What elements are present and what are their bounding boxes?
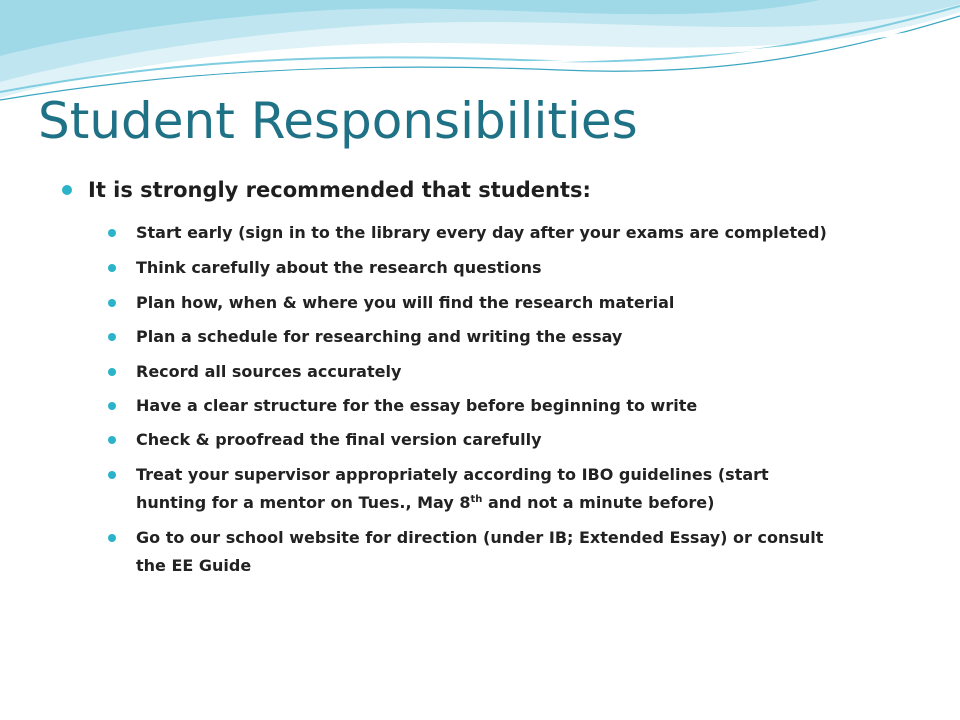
list-item	[136, 426, 906, 454]
list-item-line: Go to our school website for direction (under IB; Extended Essay) or consult	[136, 528, 824, 547]
list-item-text: Think carefully about the research questions	[136, 258, 542, 277]
bullet-dot-icon	[108, 368, 116, 376]
list-item-line-text: and not a minute before)	[482, 493, 715, 512]
bullet-dot-icon	[108, 471, 116, 479]
list-item	[136, 461, 906, 517]
list-item	[136, 392, 906, 420]
bullet-dot-icon	[108, 264, 116, 272]
list-item	[136, 358, 906, 386]
list-item-text: Start early (sign in to the library every day after your exams are completed)	[136, 223, 827, 242]
list-item-text: Check & proofread the final version carefully	[136, 430, 542, 449]
bullet-dot-icon	[108, 229, 116, 237]
list-item-line: the EE Guide	[136, 556, 252, 575]
list-item-line-text: hunting for a mentor on Tues., May 8	[136, 493, 471, 512]
slide-title: Student Responsibilities	[38, 92, 638, 150]
intro-bullet	[88, 174, 908, 206]
list-item-line: Treat your supervisor appropriately according to IBO guidelines (start	[136, 465, 769, 484]
list-item-line	[136, 489, 906, 517]
list-item	[136, 254, 906, 282]
list-item	[136, 524, 906, 580]
bullet-dot-icon	[62, 185, 72, 195]
bullet-dot-icon	[108, 436, 116, 444]
list-item-text: Have a clear structure for the essay before beginning to write	[136, 396, 698, 415]
list-item-text: Plan a schedule for researching and writing the essay	[136, 327, 623, 346]
list-item-text: Record all sources accurately	[136, 362, 402, 381]
list-item	[136, 219, 906, 247]
intro-text: It is strongly recommended that students:	[88, 178, 591, 202]
list-item	[136, 323, 906, 351]
bullet-dot-icon	[108, 299, 116, 307]
list-item-text: Plan how, when & where you will find the research material	[136, 293, 675, 312]
ordinal-suffix: th	[470, 494, 483, 505]
list-item	[136, 289, 906, 317]
bullet-dot-icon	[108, 402, 116, 410]
bullet-dot-icon	[108, 534, 116, 542]
bullet-dot-icon	[108, 333, 116, 341]
